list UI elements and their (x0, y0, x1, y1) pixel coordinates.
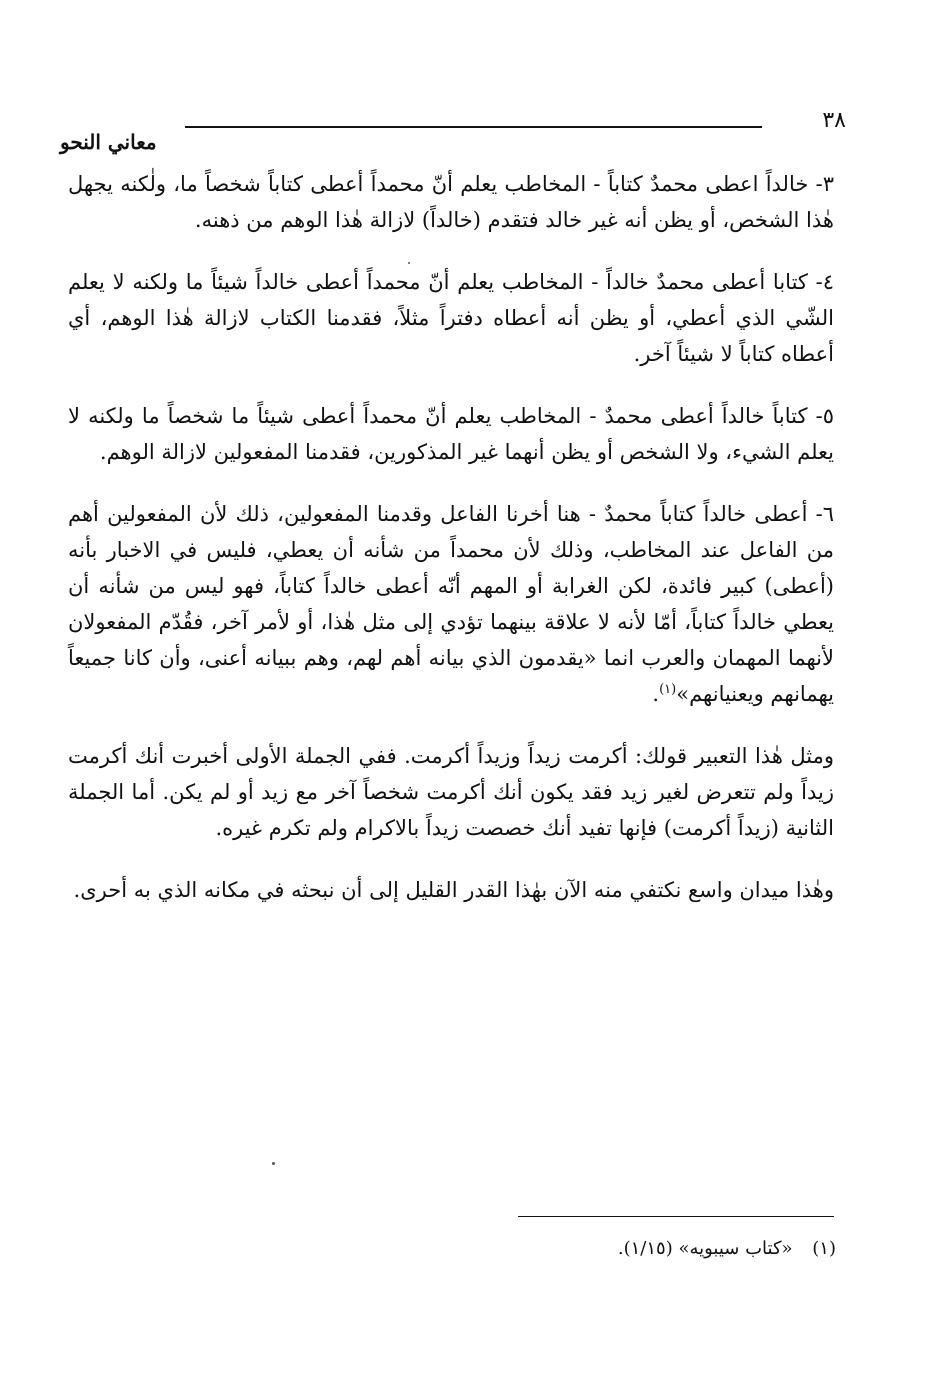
paragraph-example-6 (68, 496, 834, 712)
paragraph-example-5 (68, 398, 834, 470)
page-header (60, 108, 850, 160)
paragraph-conclusion (68, 872, 834, 908)
header-rule (185, 126, 762, 128)
paragraph-akramtu (68, 738, 834, 846)
footnote-text: «كتاب سيبويه» (١/١٥). (617, 1238, 793, 1259)
paragraph-example-4 (68, 264, 834, 372)
footnote-rule (518, 1216, 834, 1217)
paragraph-text: ومثل هٰذا التعبير قولك: أكرمت زيداً وزيداً أكرمت. ففي الجملة الأولى أخبرت أنك أكرمت زيداً ولم تتعرض لغير زيد فقد يكون أنك أكرمت شخصاً آخر مع زيد أو لم يكن. أما الجملة الثانية (زيداً أكرمت) فإنها تفيد أنك خصصت زيداً بالاكرام ولم تكرم غيره. (68, 744, 834, 840)
page-body (68, 166, 834, 934)
paragraph-text: وهٰذا ميدان واسع نكتفي منه الآن بهٰذا القدر القليل إلى أن نبحثه في مكانه الذي به أحرى. (73, 878, 834, 902)
paragraph-text: ٦- أعطى خالداً كتاباً محمدٌ - هنا أخرنا الفاعل وقدمنا المفعولين، ذلك لأن المفعولين أهم من الفاعل عند المخاطب، وذلك لأن محمداً من شأنه أن يعطي، فليس في الاخبار بأنه (أعطى) كبير فائدة، لكن الغرابة أو المهم أنّه أعطى خالداً كتاباً، فهو ليس من شأنه أن يعطي خالداً كتاباً، أمّا لأنه لا علاقة بينهما تؤدي إلى مثل هٰذا، أو لأمر آخر، فقُدّم المفعولان لأنهما المهمان والعرب انما «يقدمون الذي بيانه أهم لهم، وهم ببيانه أعنى، وأن كانا جميعاً يهمانهم ويعنيانهم» (68, 502, 834, 706)
page-number: ٣٨ (822, 108, 846, 133)
paragraph-example-3 (68, 166, 834, 238)
scan-speck (408, 262, 410, 264)
footnote-reference[interactable]: (١) (659, 682, 677, 697)
footnote-number: (١) (812, 1238, 836, 1259)
paragraph-text: ٥- كتاباً خالداً أعطى محمدٌ - المخاطب يعلم أنّ محمداً أعطى شيئاً ما شخصاً ما ولكنه لا يعلم الشيء، ولا الشخص أو يظن أنهما غير المذكورين، فقدمنا المفعولين لازالة الوهم. (68, 404, 834, 464)
paragraph-end-mark: . (652, 682, 660, 706)
paragraph-text: ٣- خالداً اعطى محمدٌ كتاباً - المخاطب يعلم أنّ محمداً أعطى كتاباً شخصاً ما، ولٰكنه يجهل هٰذا الشخص، أو يظن أنه غير خالد فتقدم (خالداً) لازالة هٰذا الوهم من ذهنه. (68, 172, 834, 232)
running-title: معاني النحو (60, 130, 157, 154)
paragraph-text: ٤- كتابا أعطى محمدٌ خالداً - المخاطب يعلم أنّ محمداً أعطى خالداً شيئاً ما ولكنه لا يعلم الشّي الذي أعطي، أو يظن أنه أعطاه دفتراً مثلاً، فقدمنا الكتاب لازالة هٰذا الوهم، أي أعطاه كتاباً لا شيئاً آخر. (68, 270, 834, 366)
footnote (76, 1238, 836, 1259)
scan-speck (272, 1162, 275, 1165)
